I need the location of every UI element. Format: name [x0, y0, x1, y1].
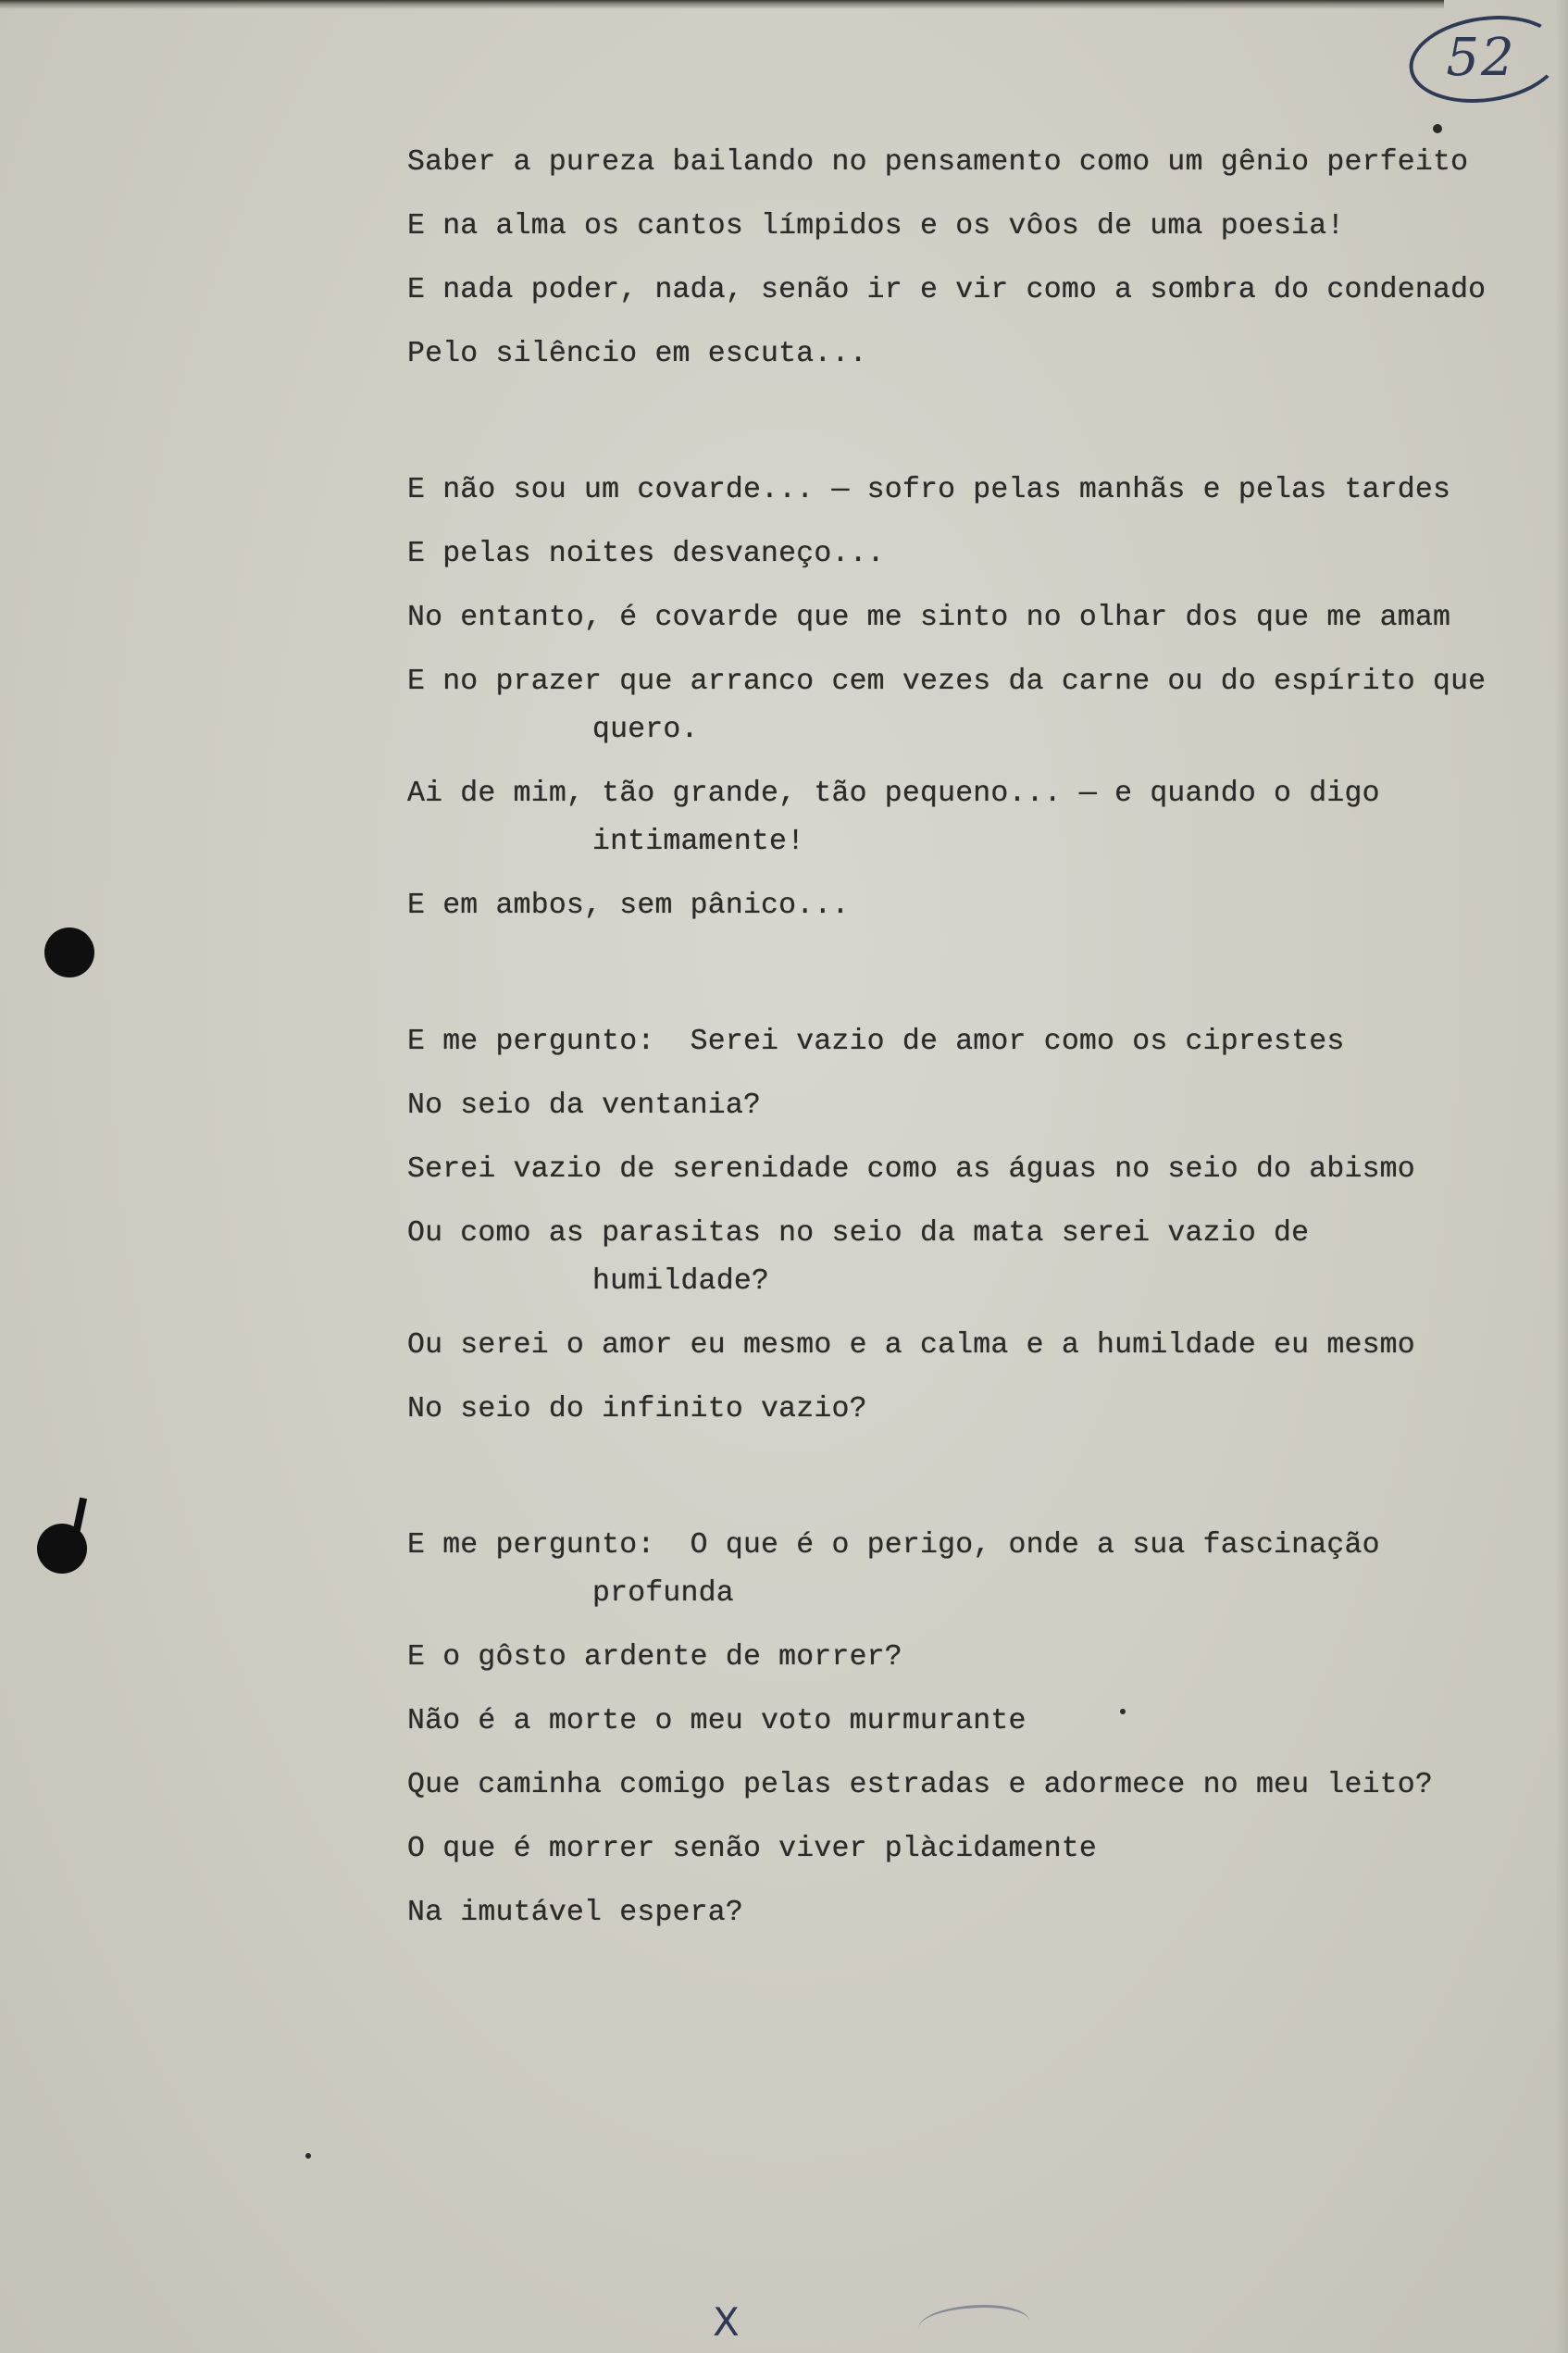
page-number: 52	[1446, 28, 1516, 88]
verse: Ai de mim, tão grande, tão pequeno... — e quando o digo intimamente!	[407, 778, 1398, 858]
punch-hole-bottom	[37, 1524, 87, 1574]
stanza-3	[407, 1018, 1500, 1434]
verse: E pelas noites desvaneço...	[407, 538, 885, 570]
stanza-2	[407, 467, 1504, 930]
footer-marks	[713, 2299, 861, 2353]
verse: E nada poder, nada, senão ir e vir como a sombra do condenado	[407, 274, 1487, 306]
verse: E na alma os cantos límpidos e os vôos de uma poesia!	[407, 210, 1345, 243]
verse: No seio do infinito vazio?	[407, 1393, 867, 1425]
ink-speck	[1433, 124, 1442, 133]
stanza-1	[407, 139, 1500, 379]
paper-right-edge	[1555, 0, 1568, 2353]
poem-body	[407, 139, 1504, 2025]
verse: E no prazer que arranco cem vezes da carne ou do espírito que quero.	[407, 666, 1504, 746]
ink-speck	[305, 2153, 311, 2159]
verse: Que caminha comigo pelas estradas e adormece no meu leito?	[407, 1769, 1433, 1801]
verse: E não sou um covarde... — sofro pelas manhãs e pelas tardes	[407, 474, 1451, 506]
punch-hole-top	[44, 928, 94, 977]
verse: E me pergunto: O que é o perigo, onde a sua fascinação profunda	[407, 1529, 1398, 1610]
stanza-4	[407, 1522, 1500, 1937]
verse: E em ambos, sem pânico...	[407, 890, 850, 922]
verse: Ou como as parasitas no seio da mata serei vazio de humildade?	[407, 1217, 1327, 1298]
verse: No entanto, é covarde que me sinto no olhar dos que me amam	[407, 602, 1451, 634]
handwritten-x-mark: X	[713, 2299, 740, 2345]
paper-top-edge	[0, 0, 1444, 9]
verse: Saber a pureza bailando no pensamento como um gênio perfeito	[407, 146, 1469, 179]
verse: No seio da ventania?	[407, 1089, 762, 1122]
verse: Serei vazio de serenidade como as águas no seio do abismo	[407, 1153, 1415, 1186]
verse: O que é morrer senão viver plàcidamente	[407, 1833, 1098, 1865]
verse: Não é a morte o meu voto murmurante	[407, 1705, 1027, 1737]
verse: Ou serei o amor eu mesmo e a calma e a humildade eu mesmo	[407, 1329, 1415, 1362]
verse: Pelo silêncio em escuta...	[407, 338, 867, 370]
verse: E me pergunto: Serei vazio de amor como os ciprestes	[407, 1026, 1345, 1058]
verse: E o gôsto ardente de morrer?	[407, 1641, 902, 1674]
verse: Na imutável espera?	[407, 1897, 743, 1929]
pencil-scribble	[918, 2305, 1029, 2345]
